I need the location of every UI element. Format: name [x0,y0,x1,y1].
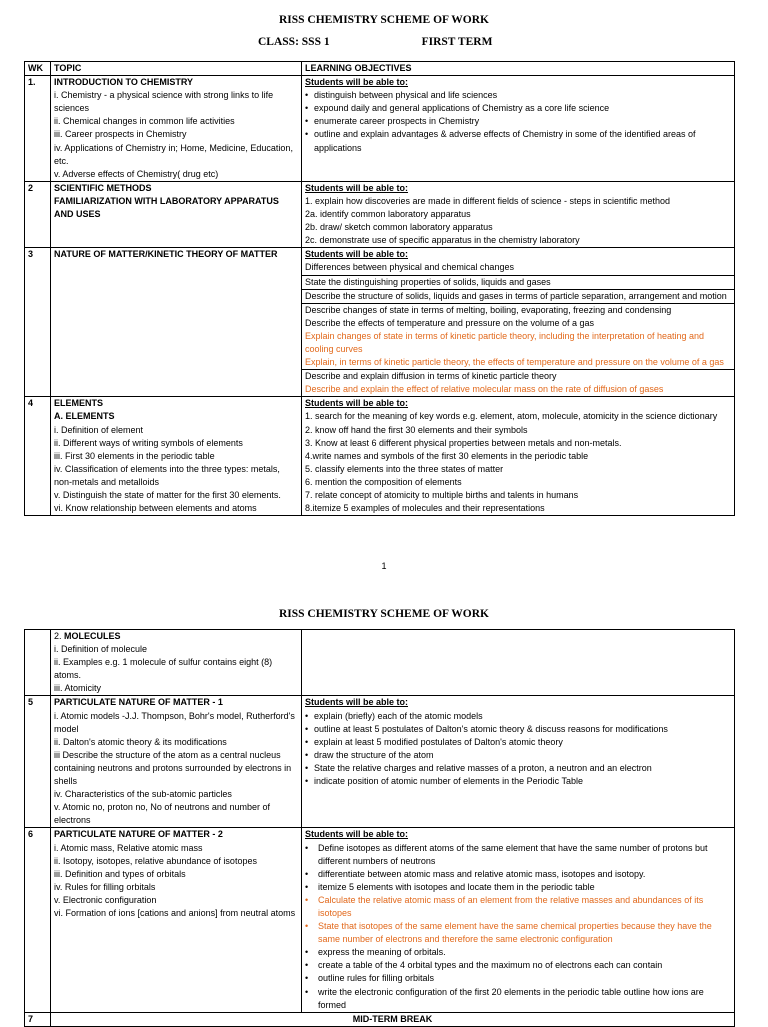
topic-cell [51,76,302,182]
subtopic: i. Atomic mass, Relative atomic mass [54,842,203,853]
subtopic: vi. Know relationship between elements and atoms [54,503,257,514]
document-title: RISS CHEMISTRY SCHEME OF WORK [278,608,490,620]
objective-item: • outline at least 5 postulates of Dalton's atomic theory & discuss reasons for modifications [314,723,731,736]
objectives-cell [302,397,735,516]
objective-item: 6. mention the composition of elements [305,476,462,487]
subtopic: ii. Chemical changes in common life activities [54,116,235,127]
topic-cell [51,696,302,828]
objective-item: Describe the structure of solids, liquids and gases in terms of particle separation, arrangement and motion [305,290,727,301]
objective-item: 1. explain how discoveries are made in different fields of science - steps in scientific method [305,195,671,206]
subtopic: v. Distinguish the state of matter for the first 30 elements. [54,490,281,500]
objective-item-highlight: • Calculate the relative atomic mass of an element from the relative masses and abundances of its isotopes [318,894,731,920]
objectives-cell [302,248,735,397]
table-row [25,828,735,1012]
subtopic: iii. Atomicity [54,683,102,694]
objective-item: 7. relate concept of atomicity to multiple births and talents in humans [305,490,579,500]
objective-item: 1. search for the meaning of key words e.g. element, atom, molecule, atomicity in the science dictionary [305,411,718,422]
subtopic: ii. Examples e.g. 1 molecule of sulfur contains eight (8) atoms. [54,657,273,681]
week-number: 2 [25,181,51,247]
topic-cell [51,397,302,516]
page-number: 1 [381,561,387,571]
objective-item: 5. classify elements into the three states of matter [305,463,504,474]
week-number: 5 [25,696,51,828]
topic-cell [51,181,302,247]
scheme-table [24,61,735,516]
topic-title: SCIENTIFIC METHODS [54,182,152,193]
objectives-heading: Students will be able to: [305,697,409,708]
objective-item: 3. Know at least 6 different physical properties between metals and non-metals. [305,437,622,448]
objectives-heading: Students will be able to: [305,77,409,88]
objectives-cell [302,181,735,247]
page-2 [0,590,768,1024]
objective-item: • explain at least 5 modified postulates of Dalton's atomic theory [314,736,731,749]
subtopic: i. Atomic models -J.J. Thompson, Bohr's model, Rutherford's model [54,710,295,734]
topic-cell [51,828,302,1012]
subtopic: v. Adverse effects of Chemistry( drug etc) [54,168,219,179]
objectives-cell [302,76,735,182]
table-row [25,181,735,247]
subtopic: vi. Formation of ions [cations and anions] from neutral atoms [54,907,296,918]
objective-item: • write the electronic configuration of the first 20 elements in the periodic table outline how ions are formed [318,986,731,1012]
objective-item: • distinguish between physical and life sciences [314,89,731,102]
week-number: 3 [25,248,51,397]
table-row [25,630,735,696]
table-row [25,76,735,182]
objective-item: • differentiate between atomic mass and relative atomic mass, isotopes and isotopy. [318,868,731,881]
mid-term-break: MID-TERM BREAK [51,1012,735,1026]
topic-title: PARTICULATE NATURE OF MATTER - 2 [54,829,223,840]
subtopic: i. Chemistry - a physical science with strong links to life sciences [54,90,274,114]
objective-item-highlight: Explain changes of state in terms of kinetic particle theory, including the interpretation of heating and cooling curves [305,330,705,354]
objective-item: 2b. draw/ sketch common laboratory apparatus [305,222,493,233]
week-number: 7 [25,1012,51,1026]
subtopic: i. Definition of molecule [54,644,148,655]
subtopic: i. Definition of element [54,424,144,435]
col-header-topic: TOPIC [51,62,302,76]
objective-item: 2a. identify common laboratory apparatus [305,209,471,220]
subtopic: iii Describe the structure of the atom as a central nucleus containing neutrons and protons surrounded by electrons in shells [54,749,292,787]
table-row [25,696,735,828]
objective-item: Differences between physical and chemical changes [305,262,514,273]
subtopic: ii. Different ways of writing symbols of elements [54,437,243,448]
scheme-table-continued [24,629,735,1027]
objectives-heading: Students will be able to: [305,829,409,840]
table-row [25,1012,735,1026]
subtopic: iv. Rules for filling orbitals [54,881,156,892]
week-number: 1. [25,76,51,182]
class-heading [258,36,492,48]
topic-title: NATURE OF MATTER/KINETIC THEORY OF MATTER [54,249,278,260]
subtopic: iv. Characteristics of the sub-atomic particles [54,789,232,800]
objective-item: State the distinguishing properties of solids, liquids and gases [305,276,551,287]
objective-item-highlight: • State that isotopes of the same element have the same chemical properties because they have the same number of electrons and therefore the same electronic configuration [318,920,731,946]
objective-item: • draw the structure of the atom [314,749,731,762]
topic-title: PARTICULATE NATURE OF MATTER - 1 [54,697,223,708]
objective-item: • Define isotopes as different atoms of the same element that have the same number of protons but different numbers of neutrons [318,842,731,868]
subtopic-heading: 2. MOLECULES [54,631,121,641]
subtopic: v. Electronic configuration [54,894,157,905]
objective-item: • indicate position of atomic number of elements in the Periodic Table [314,775,731,788]
topic-title: ELEMENTS [54,398,104,409]
objectives-heading: Students will be able to: [305,249,409,260]
objective-item: • explain (briefly) each of the atomic models [314,710,731,723]
objective-item: 4.write names and symbols of the first 30 elements in the periodic table [305,450,589,461]
objective-item: Describe and explain diffusion in terms of kinetic particle theory [305,371,557,382]
subtopic: iv. Classification of elements into the three types: metals, non-metals and metalloids [54,463,280,487]
objective-item: 2c. demonstrate use of specific apparatus in the chemistry laboratory [305,235,580,246]
week-number: 6 [25,828,51,1012]
objectives-cell [302,696,735,828]
topic-title: FAMILIARIZATION WITH LABORATORY APPARATUS AND USES [54,195,279,220]
term-label: FIRST TERM [421,36,493,48]
objective-item: 2. know off hand the first 30 elements and their symbols [305,424,528,435]
topic-title: INTRODUCTION TO CHEMISTRY [54,77,193,88]
objective-item: Describe the effects of temperature and pressure on the volume of a gas [305,317,594,328]
objective-item: 8.itemize 5 examples of molecules and their representations [305,503,545,514]
objective-item: • State the relative charges and relative masses of a proton, a neutron and an electron [314,762,731,775]
topic-cell [51,248,302,397]
col-header-objectives: LEARNING OBJECTIVES [302,62,735,76]
subtopic-heading: A. ELEMENTS [54,411,115,422]
objective-item: Describe changes of state in terms of melting, boiling, evaporating, freezing and condensing [305,304,672,315]
subtopic: ii. Dalton's atomic theory & its modifications [54,736,227,747]
week-number: 4 [25,397,51,516]
table-row [25,248,735,397]
subtopic: iv. Applications of Chemistry in; Home, Medicine, Education, etc. [54,142,293,166]
objective-item: • outline and explain advantages & adverse effects of Chemistry in some of the identified areas of applications [314,128,731,154]
objective-item-highlight: Describe and explain the effect of relative molecular mass on the rate of diffusion of gases [305,384,664,395]
objective-item: • outline rules for filling orbitals [318,972,731,985]
objective-item: • expound daily and general applications of Chemistry as a core life science [314,102,731,115]
topic-cell [51,630,302,696]
objective-item: • express the meaning of orbitals. [318,946,731,959]
objective-item-highlight: Explain, in terms of kinetic particle theory, the effects of temperature and pressure on the volume of a gas [305,357,724,368]
subtopic: v. Atomic no, proton no, No of neutrons and number of electrons [54,802,270,826]
subtopic: iii. Definition and types of orbitals [54,868,186,879]
col-header-wk: WK [25,62,51,76]
objectives-heading: Students will be able to: [305,398,409,409]
objectives-cell [302,828,735,1012]
objective-item: • enumerate career prospects in Chemistry [314,115,731,128]
subtopic: iii. Career prospects in Chemistry [54,129,187,140]
subtopic: iii. First 30 elements in the periodic table [54,450,215,461]
objectives-heading: Students will be able to: [305,182,409,193]
subtopic: ii. Isotopy, isotopes, relative abundance of isotopes [54,855,257,866]
document-title: RISS CHEMISTRY SCHEME OF WORK [278,14,490,26]
class-label: CLASS: SSS 1 [258,36,330,48]
table-row [25,397,735,516]
objective-item: • itemize 5 elements with isotopes and locate them in the periodic table [318,881,731,894]
table-header-row [25,62,735,76]
objective-item: • create a table of the 4 orbital types and the maximum no of electrons each can contain [318,959,731,972]
